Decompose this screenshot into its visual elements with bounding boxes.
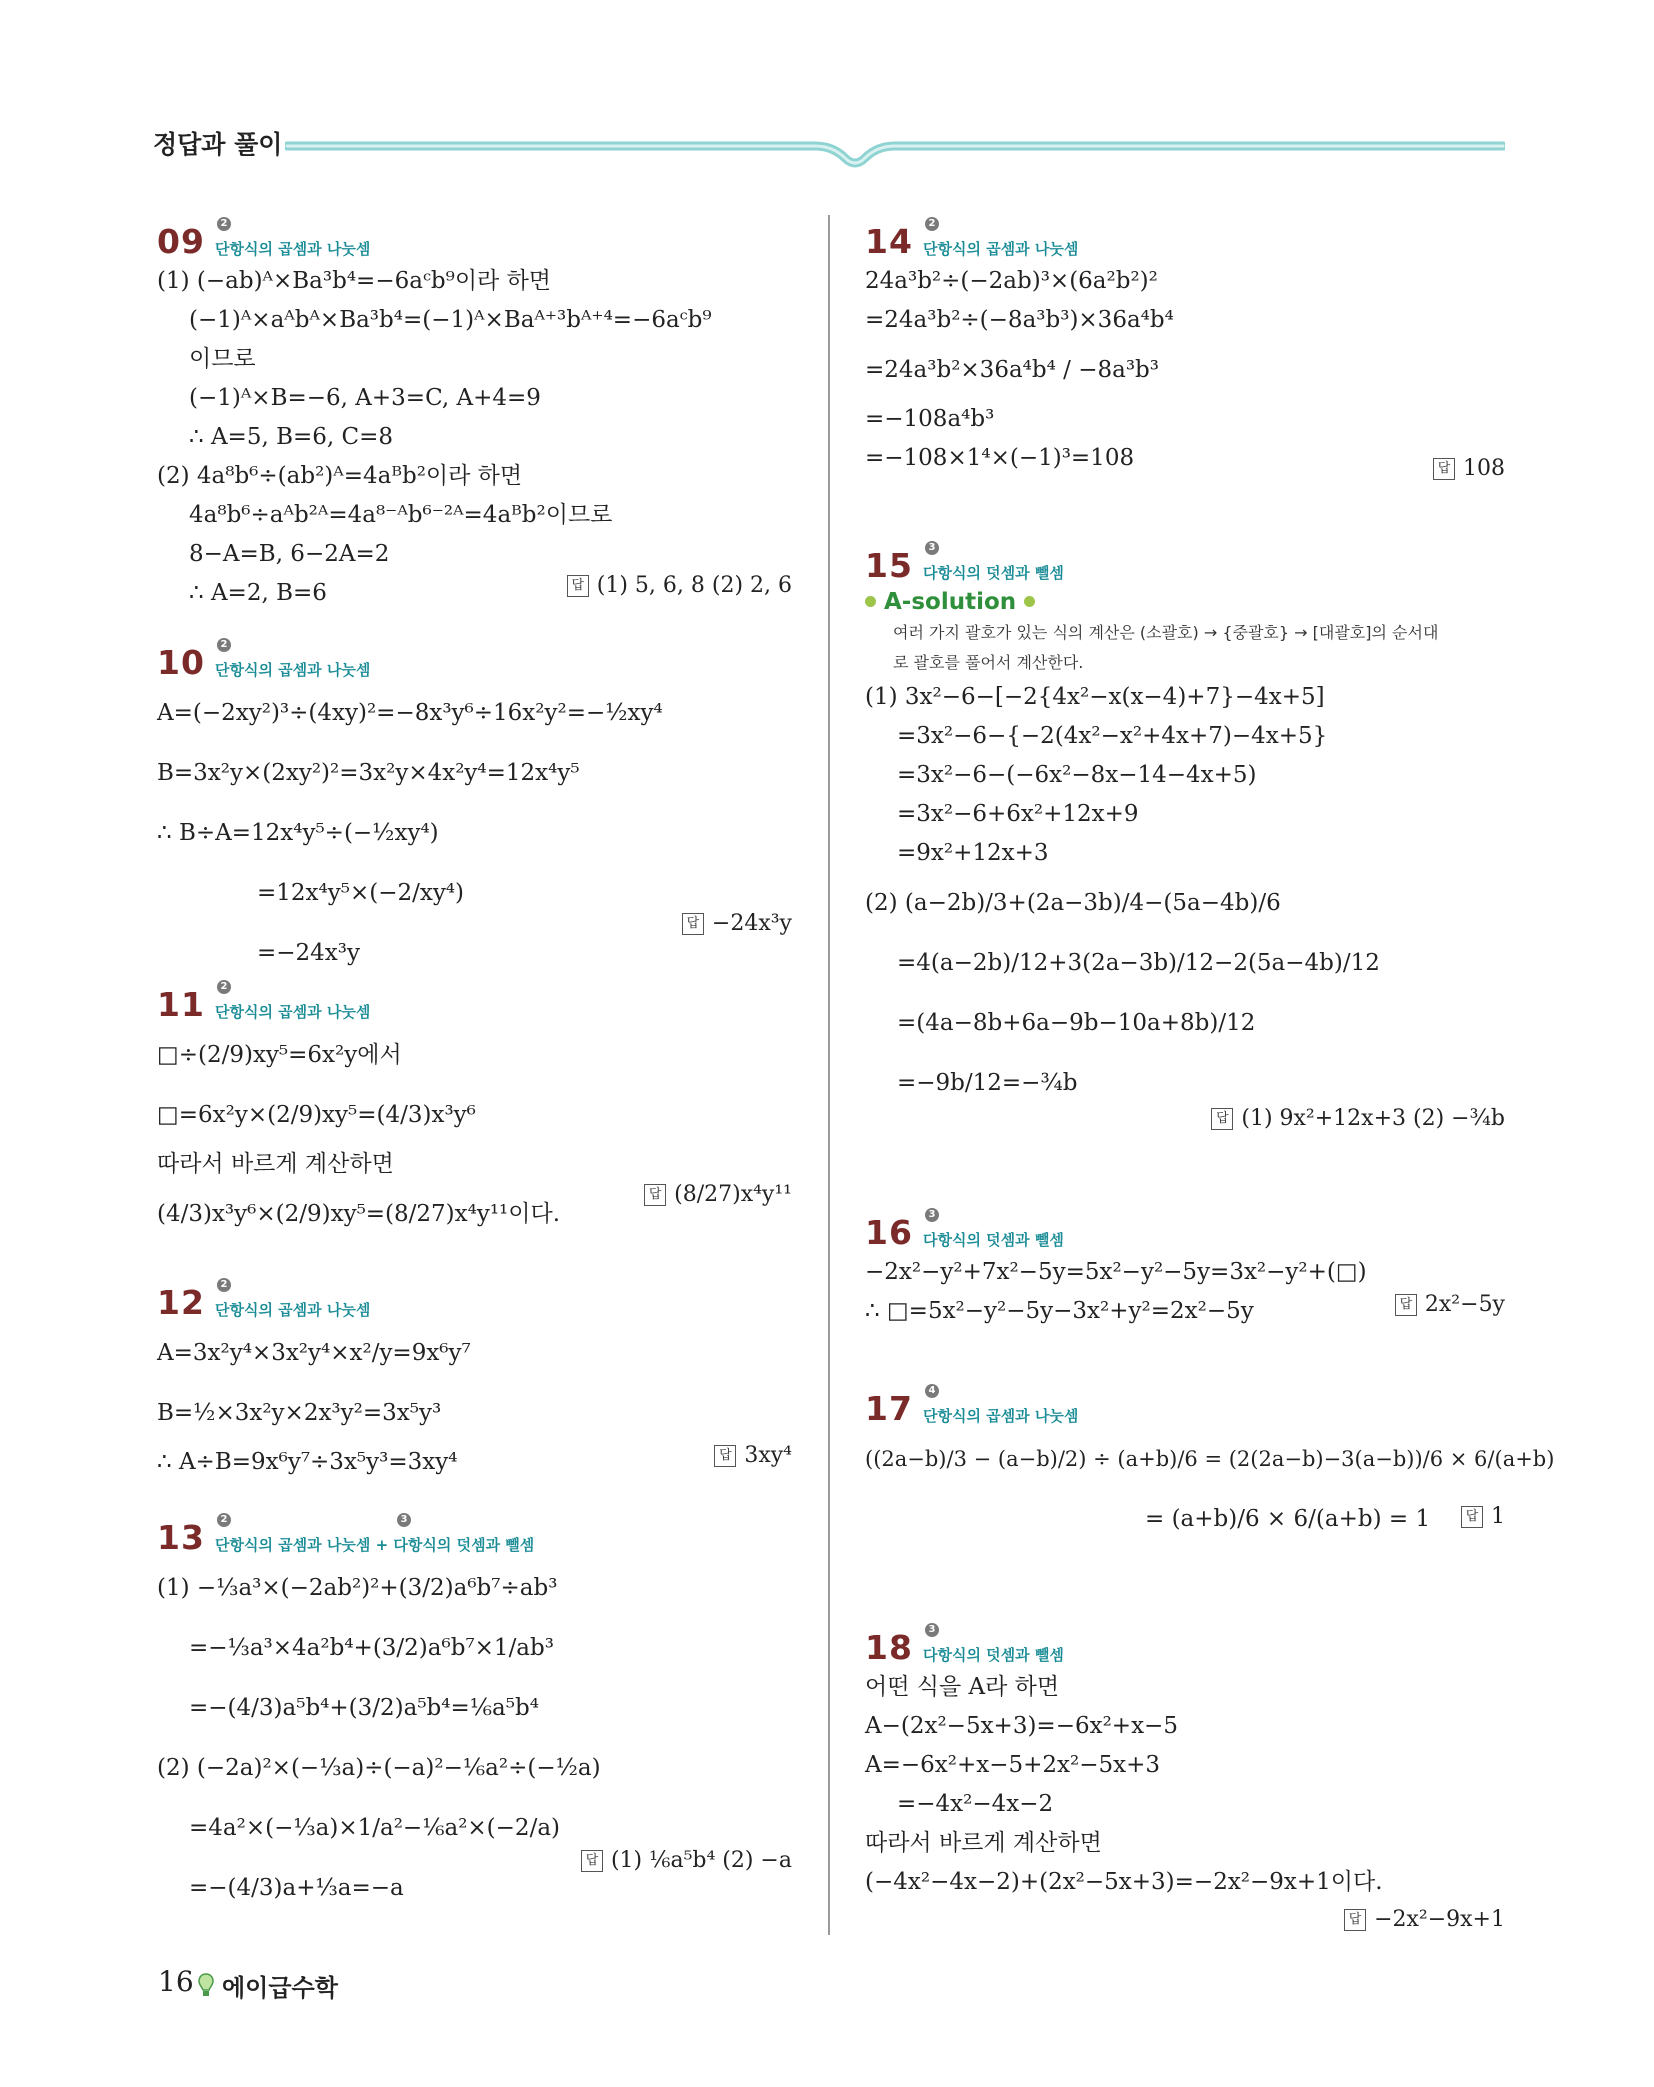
solution-line: □÷(2/9)xy⁵=6x²y에서 xyxy=(157,1042,402,1068)
page-number: 16 xyxy=(158,1965,194,1998)
problem-10 xyxy=(157,639,792,983)
solution-line: =−24x³y xyxy=(257,940,360,966)
column-divider xyxy=(828,215,830,1935)
answer-value: 2x²−5y xyxy=(1424,1292,1505,1317)
answer xyxy=(1344,1907,1505,1932)
solution-line: 이므로 xyxy=(189,346,256,372)
level-badge: 2 xyxy=(217,638,231,652)
solution-line: A=3x²y⁴×3x²y⁴×x²/y=9x⁶y⁷ xyxy=(157,1340,471,1366)
answer xyxy=(1395,1292,1505,1317)
problem-topic: 단항식의 곱셈과 나눗셈 xyxy=(215,1301,371,1319)
answer-value: (8/27)x⁴y¹¹ xyxy=(674,1182,792,1207)
answer-value: −2x²−9x+1 xyxy=(1374,1907,1505,1932)
answer-value: −24x³y xyxy=(711,911,792,936)
level-badge: 3 xyxy=(925,1208,939,1222)
bullet-icon xyxy=(1024,596,1035,607)
problem-17 xyxy=(865,1385,1555,1549)
level-badge: 3 xyxy=(925,1623,939,1637)
level-badge: 3 xyxy=(925,541,939,555)
solution-line: =9x²+12x+3 xyxy=(897,840,1049,866)
answer-badge: 답 xyxy=(1344,1909,1366,1931)
solution-line: (2) (−2a)²×(−⅓a)÷(−a)²−⅙a²÷(−½a) xyxy=(157,1755,601,1781)
answer-value: 108 xyxy=(1463,456,1505,481)
level-badge: 2 xyxy=(217,1513,231,1527)
answer-value: (1) 5, 6, 8 (2) 2, 6 xyxy=(596,573,792,598)
topic-primary: 단항식의 곱셈과 나눗셈 xyxy=(215,1536,371,1554)
answer-badge: 답 xyxy=(682,913,704,935)
solution-line: =3x²−6+6x²+12x+9 xyxy=(897,801,1139,827)
answer-value: 1 xyxy=(1491,1504,1505,1529)
solution-line: (−1)ᴬ×B=−6, A+3=C, A+4=9 xyxy=(189,385,541,411)
answer xyxy=(644,1182,792,1207)
answer xyxy=(714,1443,792,1468)
solution-line: ((2a−b)/3 − (a−b)/2) ÷ (a+b)/6 = (2(2a−b)−3(a−b))/6 × 6/(a+b) xyxy=(865,1447,1555,1471)
problem-topic: 단항식의 곱셈과 나눗셈 xyxy=(923,240,1079,258)
solution-line: □=6x²y×(2/9)xy⁵=(4/3)x³y⁶ xyxy=(157,1102,476,1128)
solution-line: (1) (−ab)ᴬ×Ba³b⁴=−6aᶜb⁹이라 하면 xyxy=(157,268,552,294)
solution-line: =4(a−2b)/12+3(2a−3b)/12−2(5a−4b)/12 xyxy=(897,950,1380,976)
problem-topic: 단항식의 곱셈과 나눗셈 + 다항식의 덧셈과 뺄셈 xyxy=(215,1536,535,1554)
solution-line: 따라서 바르게 계산하면 xyxy=(865,1830,1102,1856)
solution-line: (−1)ᴬ×aᴬbᴬ×Ba³b⁴=(−1)ᴬ×Baᴬ⁺³bᴬ⁺⁴=−6aᶜb⁹ xyxy=(189,307,712,333)
solution-line: =−108×1⁴×(−1)³=108 xyxy=(865,445,1135,471)
answer-badge: 답 xyxy=(1461,1506,1483,1528)
solution-line: =−9b/12=−¾b xyxy=(897,1070,1078,1096)
problem-number: 18 xyxy=(865,1628,913,1667)
solution-line: −2x²−y²+7x²−5y=5x²−y²−5y=3x²−y²+(□) xyxy=(865,1259,1367,1285)
solution-line: (1) 3x²−6−[−2{4x²−x(x−4)+7}−4x+5] xyxy=(865,684,1325,710)
problem-number: 13 xyxy=(157,1518,205,1557)
solution-line: ∴ B÷A=12x⁴y⁵÷(−½xy⁴) xyxy=(157,820,439,846)
level-badge: 4 xyxy=(925,1384,939,1398)
answer-badge: 답 xyxy=(1395,1294,1417,1316)
solution-line: =24a³b²×36a⁴b⁴ / −8a³b³ xyxy=(865,357,1159,383)
problem-12 xyxy=(157,1279,792,1482)
answer xyxy=(581,1848,792,1873)
answer xyxy=(682,911,792,936)
problem-number: 10 xyxy=(157,643,205,682)
solution-line: =3x²−6−{−2(4x²−x²+4x+7)−4x+5} xyxy=(897,723,1328,749)
problem-18 xyxy=(865,1624,1505,1932)
solution-line: (2) 4a⁸b⁶÷(ab²)ᴬ=4aᴮb²이라 하면 xyxy=(157,463,523,489)
problem-number: 11 xyxy=(157,985,205,1024)
solution-line: =24a³b²÷(−8a³b³)×36a⁴b⁴ xyxy=(865,307,1174,333)
solution-line: 따라서 바르게 계산하면 xyxy=(157,1151,394,1177)
solution-line: (−4x²−4x−2)+(2x²−5x+3)=−2x²−9x+1이다. xyxy=(865,1869,1383,1895)
solution-line: B=3x²y×(2xy²)²=3x²y×4x²y⁴=12x⁴y⁵ xyxy=(157,760,580,786)
solution-line: =−(4/3)a⁵b⁴+(3/2)a⁵b⁴=⅙a⁵b⁴ xyxy=(189,1695,539,1721)
answer-badge: 답 xyxy=(1211,1108,1233,1130)
brand-name: 에이급수학 xyxy=(222,1974,338,2002)
solution-line: =(4a−8b+6a−9b−10a+8b)/12 xyxy=(897,1010,1256,1036)
level-badge-2: 3 xyxy=(397,1513,411,1527)
problem-number: 12 xyxy=(157,1283,205,1322)
asolution-text: 로 괄호를 풀어서 계산한다. xyxy=(893,653,1084,672)
answer-value: 3xy⁴ xyxy=(744,1443,792,1468)
solution-line: A=(−2xy²)³÷(4xy)²=−8x³y⁶÷16x²y²=−½xy⁴ xyxy=(157,700,663,726)
problem-11 xyxy=(157,981,792,1244)
solution-line: =3x²−6−(−6x²−8x−14−4x+5) xyxy=(897,762,1257,788)
solution-line: =−⅓a³×4a²b⁴+(3/2)a⁶b⁷×1/ab³ xyxy=(189,1635,554,1661)
problem-number: 09 xyxy=(157,222,205,261)
answer-badge: 답 xyxy=(567,575,589,597)
solution-line: ∴ A÷B=9x⁶y⁷÷3x⁵y³=3xy⁴ xyxy=(157,1449,458,1475)
problem-topic: 다항식의 덧셈과 뺄셈 xyxy=(923,1231,1064,1249)
problem-09 xyxy=(157,218,792,613)
level-badge: 2 xyxy=(217,217,231,231)
answer xyxy=(1461,1504,1505,1529)
solution-line: B=½×3x²y×2x³y²=3x⁵y³ xyxy=(157,1400,442,1426)
problem-number: 17 xyxy=(865,1389,913,1428)
solution-line: ∴ A=5, B=6, C=8 xyxy=(189,424,394,450)
bulb-icon xyxy=(198,1973,214,1999)
brand-logo xyxy=(198,1968,338,2003)
problem-number: 14 xyxy=(865,222,913,261)
level-badge: 2 xyxy=(925,217,939,231)
asolution-text: 여러 가지 괄호가 있는 식의 계산은 (소괄호) → {중괄호} → [대괄호]의 순서대 xyxy=(893,623,1439,642)
problem-16 xyxy=(865,1209,1505,1331)
problem-number: 16 xyxy=(865,1213,913,1252)
solution-line: 24a³b²÷(−2ab)³×(6a²b²)² xyxy=(865,268,1158,294)
problem-topic: 다항식의 덧셈과 뺄셈 xyxy=(923,1646,1064,1664)
solution-line: (1) −⅓a³×(−2ab²)²+(3/2)a⁶b⁷÷ab³ xyxy=(157,1575,558,1601)
solution-line: (2) (a−2b)/3+(2a−3b)/4−(5a−4b)/6 xyxy=(865,890,1281,916)
answer-badge: 답 xyxy=(581,1850,603,1872)
problem-topic: 단항식의 곱셈과 나눗셈 xyxy=(215,1003,371,1021)
solution-line: =−108a⁴b³ xyxy=(865,406,995,432)
answer-value: (1) 9x²+12x+3 (2) −¾b xyxy=(1241,1106,1505,1131)
bullet-icon xyxy=(865,596,876,607)
solution-line: =12x⁴y⁵×(−2/xy⁴) xyxy=(257,880,464,906)
solution-line: ∴ A=2, B=6 xyxy=(189,580,327,606)
solution-line: A−(2x²−5x+3)=−6x²+x−5 xyxy=(865,1713,1178,1739)
problem-13 xyxy=(157,1514,792,1918)
problem-topic: 단항식의 곱셈과 나눗셈 xyxy=(215,240,371,258)
answer-badge: 답 xyxy=(714,1445,736,1467)
solution-line: 8−A=B, 6−2A=2 xyxy=(189,541,390,567)
header-rule xyxy=(285,128,1505,178)
solution-line: =−4x²−4x−2 xyxy=(897,1791,1054,1817)
problem-topic: 다항식의 덧셈과 뺄셈 xyxy=(923,564,1064,582)
page-header-title: 정답과 풀이 xyxy=(153,130,283,159)
solution-line: 어떤 식을 A라 하면 xyxy=(865,1674,1060,1700)
solution-line: =−(4/3)a+⅓a=−a xyxy=(189,1875,404,1901)
solution-line: (4/3)x³y⁶×(2/9)xy⁵=(8/27)x⁴y¹¹이다. xyxy=(157,1201,561,1227)
problem-topic: 단항식의 곱셈과 나눗셈 xyxy=(215,661,371,679)
level-badge: 2 xyxy=(217,1278,231,1292)
solution-line: ∴ □=5x²−y²−5y−3x²+y²=2x²−5y xyxy=(865,1298,1254,1324)
problem-15 xyxy=(865,542,1505,1131)
answer-badge: 답 xyxy=(1433,458,1455,480)
solution-line: =4a²×(−⅓a)×1/a²−⅙a²×(−2/a) xyxy=(189,1815,560,1841)
problem-topic: 단항식의 곱셈과 나눗셈 xyxy=(923,1407,1079,1425)
solution-line: 4a⁸b⁶÷aᴬb²ᴬ=4a⁸⁻ᴬb⁶⁻²ᴬ=4aᴮb²이므로 xyxy=(189,502,613,528)
topic-secondary: 다항식의 덧셈과 뺄셈 xyxy=(393,1536,535,1554)
answer-badge: 답 xyxy=(644,1184,666,1206)
solution-line: A=−6x²+x−5+2x²−5x+3 xyxy=(865,1752,1161,1778)
answer xyxy=(567,573,792,598)
asolution-title: A-solution xyxy=(865,586,1505,618)
answer-value: (1) ⅙a⁵b⁴ (2) −a xyxy=(610,1848,792,1873)
problem-14 xyxy=(865,218,1505,481)
answer xyxy=(1433,456,1505,481)
level-badge: 2 xyxy=(217,980,231,994)
answer xyxy=(1211,1106,1505,1131)
problem-number: 15 xyxy=(865,546,913,585)
solution-line: = (a+b)/6 × 6/(a+b) = 1 xyxy=(1145,1506,1431,1532)
